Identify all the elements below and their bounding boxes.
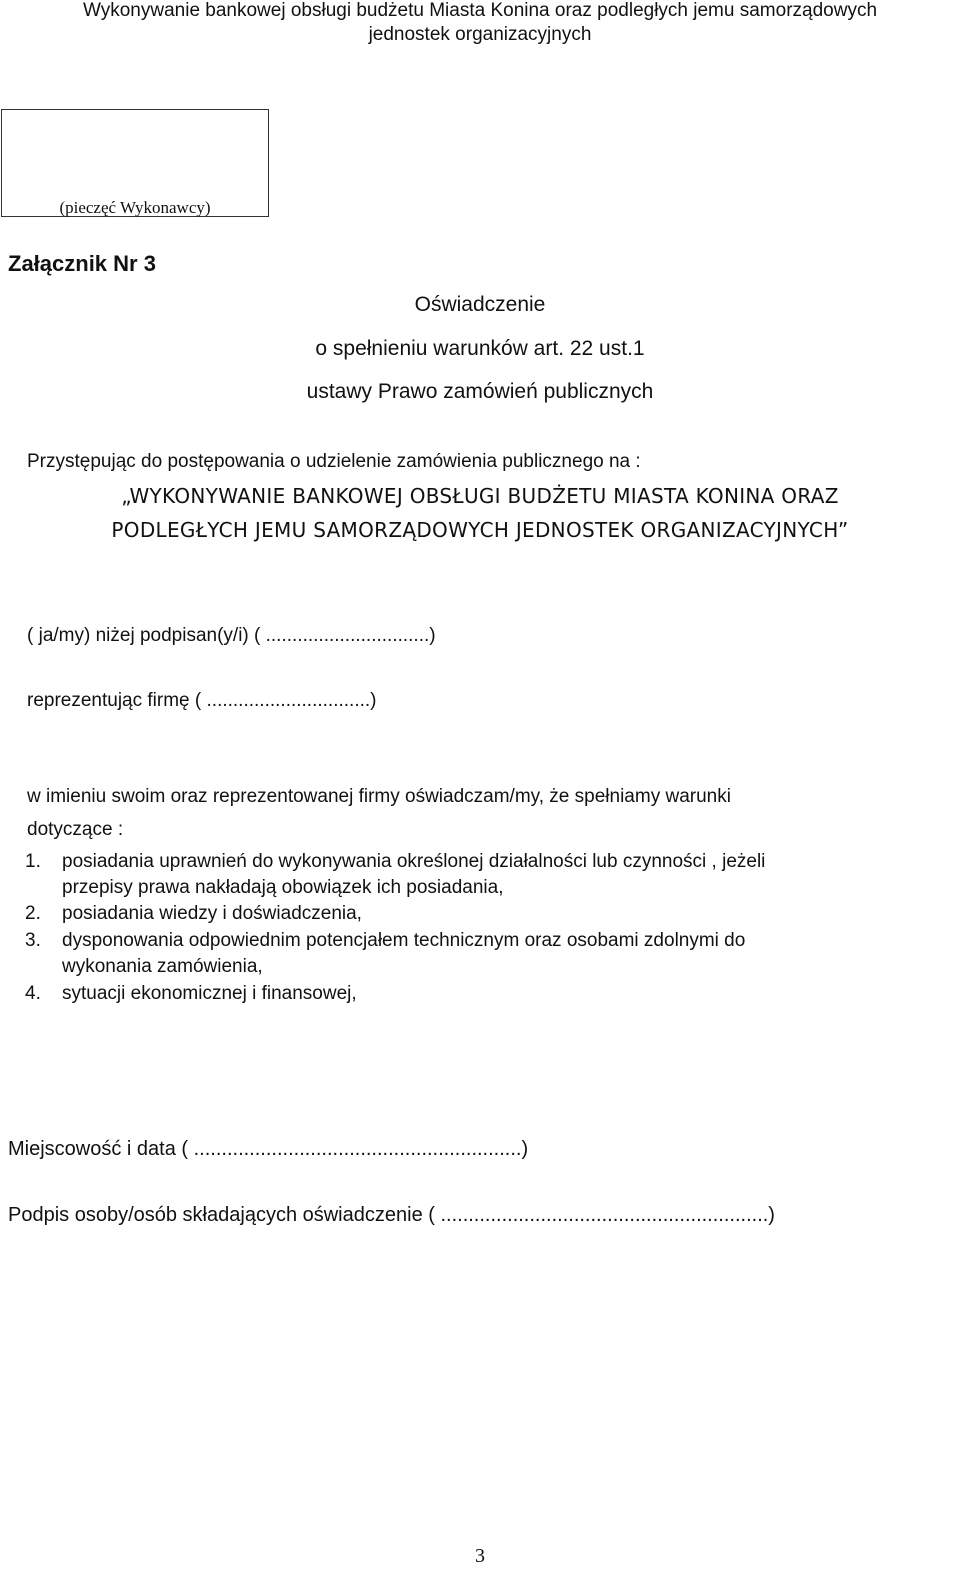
list-item-number: 1. (25, 851, 41, 872)
list-item-text: dysponowania odpowiednim potencjałem technicznym oraz osobami zdolnymi do (62, 930, 746, 951)
declaration-subtitle-2: ustawy Prawo zamówień publicznych (306, 380, 654, 403)
declaration-title: Oświadczenie (414, 293, 546, 316)
list-item-text: sytuacji ekonomicznej i finansowej, (62, 983, 357, 1004)
list-item-number: 3. (25, 930, 41, 951)
place-date-field: Miejscowość i data ( ...........................................................) (8, 1138, 529, 1160)
representing-field: reprezentując firmę ( ...............................) (27, 690, 377, 711)
attachment-title: Załącznik Nr 3 (8, 251, 156, 276)
declaration-subtitle-1: o spełnieniu warunków art. 22 ust.1 (315, 337, 645, 360)
list-item-number: 2. (25, 903, 41, 924)
list-item-number: 4. (25, 983, 41, 1004)
statement-line-2: dotyczące : (27, 819, 124, 840)
statement-line-1: w imieniu swoim oraz reprezentowanej firmy oświadczam/my, że spełniamy warunki (27, 786, 731, 807)
subject-line-1: „WYKONYWANIE BANKOWEJ OBSŁUGI BUDŻETU MIASTA KONINA ORAZ (121, 484, 839, 508)
list-item-text: posiadania wiedzy i doświadczenia, (62, 903, 362, 924)
subject-line-2: PODLEGŁYCH JEMU SAMORZĄDOWYCH JEDNOSTEK ORGANIZACYJNYCH” (111, 518, 849, 542)
list-item-text-cont: wykonania zamówienia, (62, 956, 263, 977)
intro-text: Przystępując do postępowania o udzielenie zamówienia publicznego na : (27, 451, 641, 472)
signed-field: ( ja/my) niżej podpisan(y/i) ( ...............................) (27, 625, 436, 646)
running-header-line2: jednostek organizacyjnych (368, 24, 592, 45)
stamp-label: (pieczęć Wykonawcy) (59, 198, 211, 217)
list-item-text: posiadania uprawnień do wykonywania określonej działalności lub czynności , jeżeli (62, 851, 766, 872)
list-item-text-cont: przepisy prawa nakładają obowiązek ich posiadania, (62, 877, 504, 898)
running-header-line1: Wykonywanie bankowej obsługi budżetu Miasta Konina oraz podległych jemu samorządowych (82, 0, 878, 21)
page-number: 3 (475, 1545, 485, 1567)
signature-field: Podpis osoby/osób składających oświadczenie ( ...........................................................) (8, 1204, 775, 1226)
